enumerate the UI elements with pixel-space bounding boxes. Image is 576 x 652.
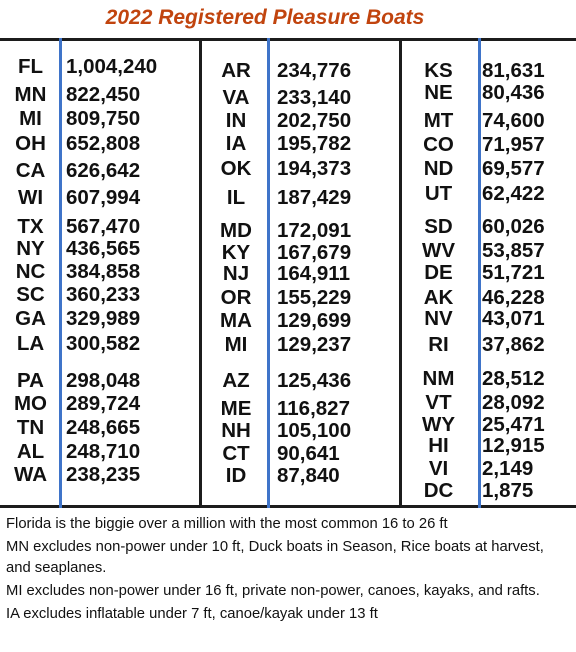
table-row: [401, 480, 572, 502]
table-row: [2, 84, 196, 106]
table-row: [401, 392, 572, 414]
state-code: SD: [424, 215, 453, 238]
table-row: [401, 262, 572, 284]
state-code: CT: [222, 442, 250, 465]
table-row: [201, 398, 397, 420]
boat-count: 2,149: [482, 457, 534, 480]
state-code: OH: [15, 132, 46, 155]
table-row: [2, 160, 196, 182]
boat-count: 248,665: [66, 416, 141, 439]
table-row: [2, 308, 196, 330]
state-code: WI: [17, 186, 44, 209]
boat-count: 360,233: [66, 283, 141, 306]
boat-count: 652,808: [66, 132, 141, 155]
state-code: IN: [225, 109, 247, 132]
table-row: [2, 238, 196, 260]
table-row: [201, 110, 397, 132]
boat-count: 187,429: [277, 186, 352, 209]
boat-count: 105,100: [277, 419, 352, 442]
table-row: [201, 158, 397, 180]
boat-count: 298,048: [66, 369, 141, 392]
table-row: [401, 158, 572, 180]
table-row: [201, 334, 397, 356]
table-row: [401, 435, 572, 457]
state-code: NM: [422, 367, 455, 390]
table-row: [201, 242, 397, 264]
state-code: NH: [221, 419, 251, 442]
boat-count: 1,004,240: [66, 55, 158, 78]
table-row: [2, 108, 196, 130]
table-row: [201, 87, 397, 109]
state-code: OK: [220, 157, 252, 180]
table-row: [401, 183, 572, 205]
table-row: [201, 420, 397, 442]
boat-count: 194,373: [277, 157, 352, 180]
table-row: [201, 133, 397, 155]
table-row: [401, 334, 572, 356]
boat-count: 626,642: [66, 159, 141, 182]
state-code: MO: [13, 392, 48, 415]
state-code: VI: [428, 457, 449, 480]
state-code: MD: [220, 219, 252, 242]
table-row: [201, 263, 397, 285]
boat-count: 46,228: [482, 286, 545, 309]
state-code: KY: [221, 241, 251, 264]
boat-count: 74,600: [482, 109, 545, 132]
note-ia: IA excludes inflatable under 7 ft, canoe/kayak under 13 ft: [6, 606, 378, 622]
boat-count: 822,450: [66, 83, 141, 106]
table-row: [401, 287, 572, 309]
state-code: MI: [224, 333, 248, 356]
boat-count: 195,782: [277, 132, 352, 155]
boat-count: 234,776: [277, 59, 352, 82]
boat-count: 12,915: [482, 434, 545, 457]
table-row: [2, 441, 196, 463]
state-code: DE: [424, 261, 453, 284]
state-code: FL: [17, 55, 44, 78]
state-code: RI: [428, 333, 449, 356]
state-code: MI: [19, 107, 42, 130]
table-row: [401, 458, 572, 480]
boat-count: 43,071: [482, 307, 545, 330]
state-code: NJ: [222, 262, 250, 285]
state-code: KS: [424, 59, 453, 82]
table-row: [2, 417, 196, 439]
state-code: ID: [225, 464, 247, 487]
state-code: MT: [423, 109, 454, 132]
boat-count: 202,750: [277, 109, 352, 132]
notes-section: [6, 514, 566, 625]
state-code: IL: [226, 186, 246, 209]
boat-count: 69,577: [482, 157, 545, 180]
state-code: AK: [423, 286, 454, 309]
table-row: [401, 308, 572, 330]
state-code: CO: [423, 133, 454, 156]
table-row: [201, 220, 397, 242]
note-mi: MI excludes non-power under 16 ft, private non-power, canoes, kayaks, and rafts.: [6, 583, 540, 599]
boat-count: 289,724: [66, 392, 141, 415]
boat-count: 28,092: [482, 391, 545, 414]
state-code: WY: [421, 413, 456, 436]
table-row: [401, 134, 572, 156]
state-code: WA: [13, 463, 48, 486]
boat-count: 384,858: [66, 260, 141, 283]
state-code: AZ: [222, 369, 250, 392]
boat-count: 116,827: [277, 397, 350, 420]
boat-count: 567,470: [66, 215, 141, 238]
boat-count: 28,512: [482, 367, 545, 390]
boat-count: 129,237: [277, 333, 352, 356]
table-row: [2, 56, 196, 78]
state-code: UT: [424, 182, 453, 205]
boat-count: 1,875: [482, 479, 534, 502]
state-code: WV: [421, 239, 456, 262]
boat-count: 607,994: [66, 186, 141, 209]
state-code: TN: [16, 416, 45, 439]
state-code: NC: [15, 260, 46, 283]
table-row: [2, 187, 196, 209]
table-row: [401, 216, 572, 238]
boat-count: 53,857: [482, 239, 545, 262]
boat-count: 155,229: [277, 286, 352, 309]
state-code: NE: [424, 81, 453, 104]
boat-count: 129,699: [277, 309, 352, 332]
table-row: [201, 187, 397, 209]
boat-count: 87,840: [277, 464, 340, 487]
table-row: [201, 60, 397, 82]
state-code: GA: [15, 307, 46, 330]
state-code: AR: [221, 59, 251, 82]
state-code: ME: [220, 397, 252, 420]
table-row: [201, 287, 397, 309]
state-code: ND: [423, 157, 454, 180]
state-code: VA: [222, 86, 250, 109]
boat-count: 37,862: [482, 333, 545, 356]
table-row: [2, 393, 196, 415]
note-mn: MN excludes non-power under 10 ft, Duck boats in Season, Rice boats at harvest, and seaplanes.: [6, 539, 544, 576]
note-florida: Florida is the biggie over a million with the most common 16 to 26 ft: [6, 516, 448, 532]
state-code: HI: [428, 434, 449, 457]
table-row: [401, 60, 572, 82]
boat-count: 300,582: [66, 332, 141, 355]
state-code: AL: [16, 440, 45, 463]
boat-count: 238,235: [66, 463, 141, 486]
boat-count: 71,957: [482, 133, 545, 156]
state-code: DC: [423, 479, 454, 502]
boat-count: 329,989: [66, 307, 141, 330]
state-code: NV: [424, 307, 453, 330]
boat-count: 60,026: [482, 215, 545, 238]
boat-count: 125,436: [277, 369, 352, 392]
boat-count: 80,436: [482, 81, 545, 104]
state-code: VT: [425, 391, 452, 414]
boat-count: 164,911: [277, 262, 350, 285]
state-code: LA: [16, 332, 45, 355]
state-code: MN: [14, 83, 47, 106]
table-row: [401, 414, 572, 436]
boat-count: 809,750: [66, 107, 141, 130]
boat-count: 172,091: [277, 219, 352, 242]
state-code: MA: [220, 309, 252, 332]
table-row: [2, 370, 196, 392]
table-row: [2, 284, 196, 306]
table-row: [201, 465, 397, 487]
table-row: [2, 464, 196, 486]
boat-count: 51,721: [482, 261, 545, 284]
boat-count: 167,679: [277, 241, 352, 264]
table-row: [2, 133, 196, 155]
table-row: [201, 443, 397, 465]
page-title: 2022 Registered Pleasure Boats: [105, 6, 425, 29]
state-code: IA: [225, 132, 247, 155]
boat-count: 25,471: [482, 413, 545, 436]
table-row: [2, 261, 196, 283]
state-code: TX: [17, 215, 44, 238]
table-row: [2, 333, 196, 355]
state-code: CA: [15, 159, 46, 182]
boat-count: 90,641: [277, 442, 340, 465]
boat-registration-table: [0, 38, 576, 508]
table-row: [2, 216, 196, 238]
boat-count: 436,565: [66, 237, 141, 260]
state-code: OR: [220, 286, 252, 309]
state-code: NY: [16, 237, 45, 260]
state-code: PA: [17, 369, 44, 392]
boat-count: 248,710: [66, 440, 141, 463]
table-row: [401, 82, 572, 104]
table-row: [401, 368, 572, 390]
table-rows: [0, 38, 576, 508]
table-row: [201, 370, 397, 392]
table-row: [401, 240, 572, 262]
state-code: SC: [16, 283, 45, 306]
boat-count: 81,631: [482, 59, 545, 82]
table-row: [201, 310, 397, 332]
table-row: [401, 110, 572, 132]
boat-count: 62,422: [482, 182, 545, 205]
boat-count: 233,140: [277, 86, 352, 109]
